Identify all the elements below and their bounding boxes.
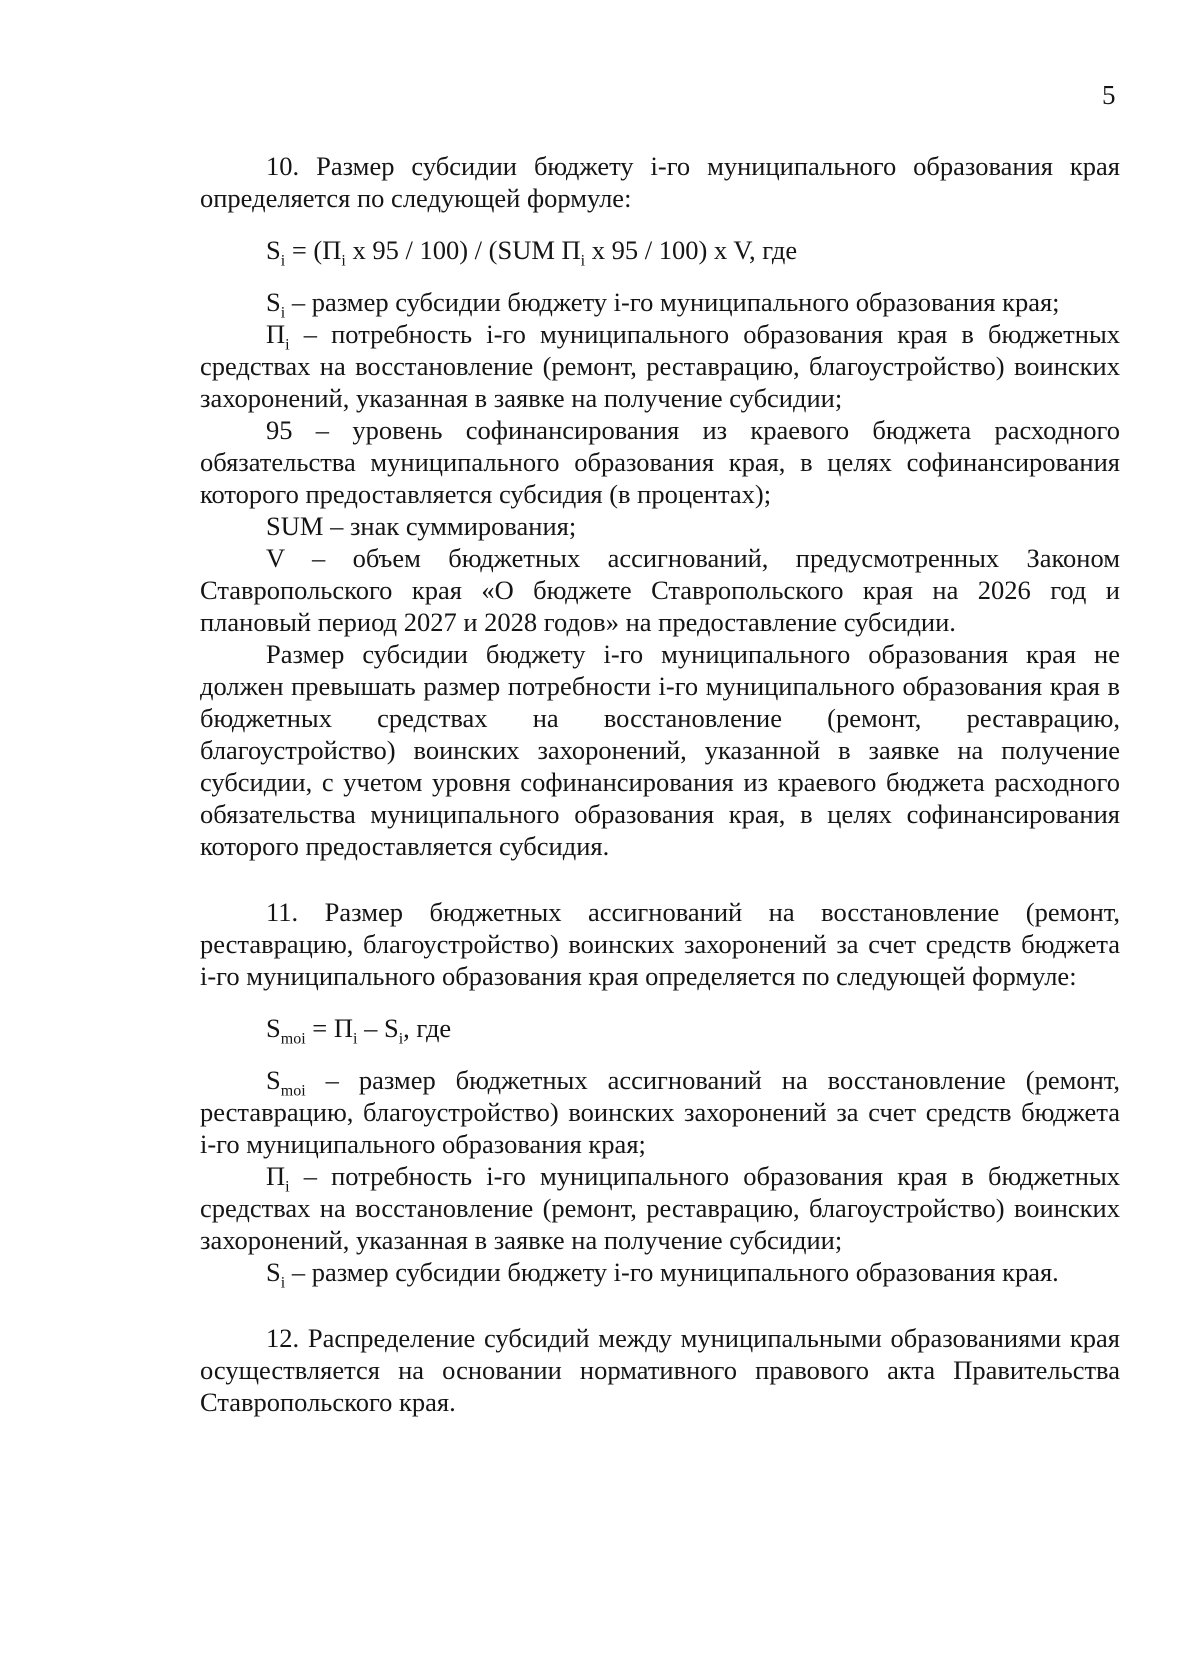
s10-def-s: $S_i$ – размер субсидии бюджету i-го муниципального образования края; [266, 287, 1060, 322]
page-number: 5 [1102, 80, 1116, 110]
s11-def-s: $S_i$ – размер субсидии бюджету i-го муниципального образования края. [266, 1257, 1059, 1292]
s11-def-smoi: $S_{moi}$ – размер бюджетных ассигнований на восстановление (ремонт, реставрацию, благоустройство) воинских захоронений за счет средств бюджета i-го муниципального образования края; [200, 1065, 1121, 1159]
s11-def-p: $П_i$ – потребность i-го муниципального образования края в бюджетных средствах на восстановление (ремонт, реставрацию, благоустройство) воинских захоронений, указанная в заявке на получение субсидии; [200, 1161, 1121, 1255]
s11-formula: $S_{moi} = П_i - S_i$, где [266, 1013, 452, 1048]
s10-tail: Размер субсидии бюджету i-го муниципального образования края не должен превышать размер потребности i-го муниципального образования края в бюджетных средствах на восстановление (ремонт, реставрацию, благоустройство) воинских захоронений, указанной в заявке на получение субсидии, с учетом уровня софинансирования из краевого бюджета расходного обязательства муниципального образования края, в целях софинансирования которого предоставляется субсидия. [200, 639, 1120, 861]
s10-def-95: 95 – уровень софинансирования из краевого бюджета расходного обязательства муниципального образования края, в целях софинансирования которого предоставляется субсидия (в процентах); [200, 415, 1120, 509]
document-body [200, 150, 1120, 1418]
s11-intro: 11. Размер бюджетных ассигнований на восстановление (ремонт, реставрацию, благоустройство) воинских захоронений за счет средств бюджета i-го муниципального образования края определяется по следующей формуле: [200, 897, 1120, 991]
s10-def-p: $П_i$ – потребность i-го муниципального образования края в бюджетных средствах на восстановление (ремонт, реставрацию, благоустройство) воинских захоронений, указанная в заявке на получение субсидии; [200, 319, 1121, 413]
s10-intro: 10. Размер субсидии бюджету i-го муниципального образования края определяется по следующей формуле: [200, 151, 1120, 213]
s10-def-v: V – объем бюджетных ассигнований, предусмотренных Законом Ставропольского края «О бюджете Ставропольского края на 2026 год и плановый период 2027 и 2028 годов» на предоставление субсидии. [200, 543, 1120, 637]
s10-formula: $S_i = (П_i$ x 95 / 100) / (SUM $П_i$ x 95 / 100) x V, где [266, 235, 798, 270]
s10-def-sum: SUM – знак суммирования; [266, 511, 577, 541]
s12-text: 12. Распределение субсидий между муниципальными образованиями края осуществляется на основании нормативного правового акта Правительства Ставропольского края. [200, 1323, 1120, 1417]
